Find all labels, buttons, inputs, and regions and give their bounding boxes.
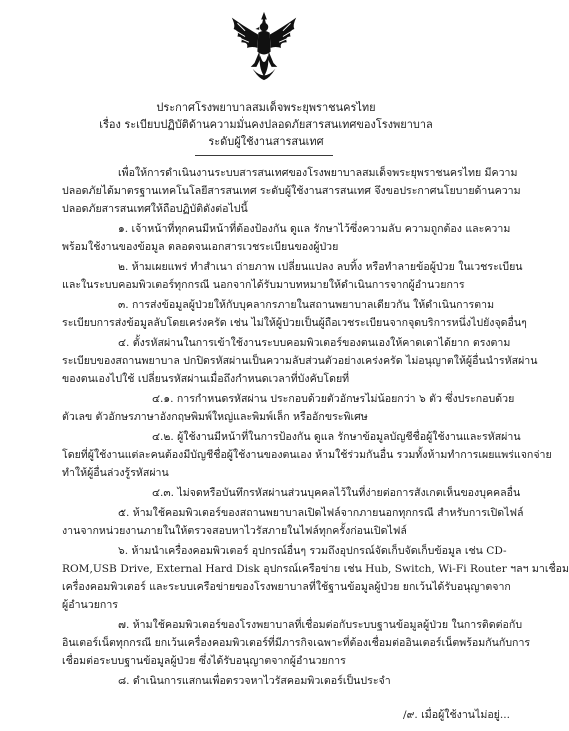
- body-line: ระเบียบของสถานพยาบาล ปกปิดรหัสผ่านเป็นความลับส่วนตัวอย่างเคร่งครัด ไม่อนุญาตให้ผู้อื่นนำรหัสผ่าน: [62, 355, 538, 367]
- policy-subitem: ๔.๓. ไม่จดหรือบันทึกรหัสผ่านส่วนบุคคลไว้ในที่ง่ายต่อการสังเกตเห็นของบุคคลอื่น: [152, 487, 521, 499]
- policy-item: ๖. ห้ามนำเครื่องคอมพิวเตอร์ อุปกรณ์อื่นๆ รวมถึงอุปกรณ์จัดเก็บจัดเก็บข้อมูล เช่น CD-: [118, 545, 507, 557]
- garuda-emblem-icon: [226, 10, 302, 82]
- body-line: เครื่องคอมพิวเตอร์ และระบบเครือข่ายของโรงพยาบาลที่ใช้ฐานข้อมูลผู้ป่วย ยกเว้นได้รับอนุญาตจาก: [62, 581, 511, 593]
- body-line: ปลอดภัยสารสนเทศให้ถือปฏิบัติดังต่อไปนี้: [62, 203, 248, 215]
- announcement-org-title: ประกาศโรงพยาบาลสมเด็จพระยุพราชนครไทย: [156, 101, 376, 114]
- body-line: พร้อมใช้งานของข้อมูล ตลอดจนเอกสารเวชระเบียนของผู้ป่วย: [62, 241, 339, 253]
- policy-subitem: ๔.๑. การกำหนดรหัสผ่าน ประกอบด้วยตัวอักษรไม่น้อยกว่า ๖ ตัว ซึ่งประกอบด้วย: [152, 393, 515, 405]
- announcement-level: ระดับผู้ใช้งานสารสนเทศ: [208, 135, 324, 148]
- body-line: ระเบียบการส่งข้อมูลลับโดยเคร่งครัด เช่น ไม่ให้ผู้ป่วยเป็นผู้ถือเวชระเบียนจากจุดบริการหนึ่งไปยังจุดอื่นๆ: [62, 317, 527, 329]
- body-line: โดยที่ผู้ใช้งานแต่ละคนต้องมีบัญชีชื่อผู้ใช้งานของตนเอง ห้ามใช้ร่วมกันอื่น รวมทั้งห้ามทำการเผยแพร่แจกจ่าย: [62, 449, 552, 461]
- policy-item: ๕. ห้ามใช้คอมพิวเตอร์ของสถานพยาบาลเปิดไฟล์จากภายนอกทุกกรณี สำหรับการเปิดไฟล์: [118, 507, 524, 519]
- announcement-subject: เรื่อง ระเบียบปฏิบัติด้านความมั่นคงปลอดภัยสารสนเทศของโรงพยาบาล: [99, 118, 433, 131]
- policy-item: ๑. เจ้าหน้าที่ทุกคนมีหน้าที่ต้องป้องกัน ดูแล รักษาไว้ซึ่งความลับ ความถูกต้อง และความ: [118, 223, 511, 235]
- policy-item: ๗. ห้ามใช้คอมพิวเตอร์ของโรงพยาบาลที่เชื่อมต่อกับระบบฐานข้อมูลผู้ป่วย ในการติดต่อกับ: [118, 619, 523, 631]
- body-line: ผู้อำนวยการ: [62, 599, 118, 611]
- body-line: และในระบบคอมพิวเตอร์ทุกกรณี นอกจากได้รับมาบทหมายให้ดำเนินการจากผู้อำนวยการ: [62, 279, 465, 291]
- policy-item: ๒. ห้ามเผยแพร่ ทำสำเนา ถ่ายภาพ เปลี่ยนแปลง ลบทิ้ง หรือทำลายข้อผู้ป่วย ในเวชระเบียน: [118, 261, 523, 273]
- page-continuation: /๙. เมื่อผู้ใช้งานไม่อยู่...: [403, 709, 510, 721]
- body-line: เชื่อมต่อระบบฐานข้อมูลผู้ป่วย ซึ่งได้รับอนุญาตจากผู้อำนวยการ: [62, 655, 346, 667]
- body-line: ตัวเลข ตัวอักษรภาษาอังกฤษพิมพ์ใหญ่และพิมพ์เล็ก หรืออักขระพิเศษ: [62, 411, 368, 423]
- policy-item: ๘. ดำเนินการแสกนเพื่อตรวจหาไวรัสคอมพิวเตอร์เป็นประจำ: [118, 675, 391, 687]
- body-line: เพื่อให้การดำเนินงานระบบสารสนเทศของโรงพยาบาลสมเด็จพระยุพราชนครไทย มีความ: [118, 167, 518, 179]
- body-line: ของตนเองไปใช้ เปลี่ยนรหัสผ่านเมื่อถึงกำหนดเวลาที่บังคับโดยที่: [62, 373, 350, 385]
- body-line: ปลอดภัยได้มาตรฐานเทคโนโลยีสารสนเทศ ระดับผู้ใช้งานสารสนเทศ จึงขอประกาศนโยบายด้านความ: [62, 185, 521, 197]
- policy-item: ๔. ตั้งรหัสผ่านในการเข้าใช้งานระบบคอมพิวเตอร์ของตนเองให้คาดเดาได้ยาก ตรงตาม: [118, 337, 511, 349]
- body-line: ทำให้ผู้อื่นล่วงรู้รหัสผ่าน: [62, 467, 169, 479]
- policy-subitem: ๔.๒. ผู้ใช้งานมีหน้าที่ในการป้องกัน ดูแล รักษาข้อมูลบัญชีชื่อผู้ใช้งานและรหัสผ่าน: [152, 431, 521, 443]
- header-divider: [195, 155, 333, 156]
- policy-item: ๓. การส่งข้อมูลผู้ป่วยให้กับบุคลากรภายในสถานพยาบาลเดียวกัน ให้ดำเนินการตาม: [118, 299, 495, 311]
- body-line: ROM,USB Drive, External Hard Disk อุปกรณ์เครือข่าย เช่น Hub, Switch, Wi-Fi Router ฯลฯ มาเชื่อม: [62, 563, 569, 575]
- body-line: อินเตอร์เน็ตทุกกรณี ยกเว้นเครื่องคอมพิวเตอร์ที่มีภารกิจเฉพาะที่ต้องเชื่อมต่ออินเตอร์เน็ตพร้อมกันกับการ: [62, 637, 531, 649]
- body-line: งานจากหน่วยงานภายในให้ตรวจสอบหาไวรัสภายในไฟล์ทุกครั้งก่อนเปิดไฟล์: [62, 525, 407, 537]
